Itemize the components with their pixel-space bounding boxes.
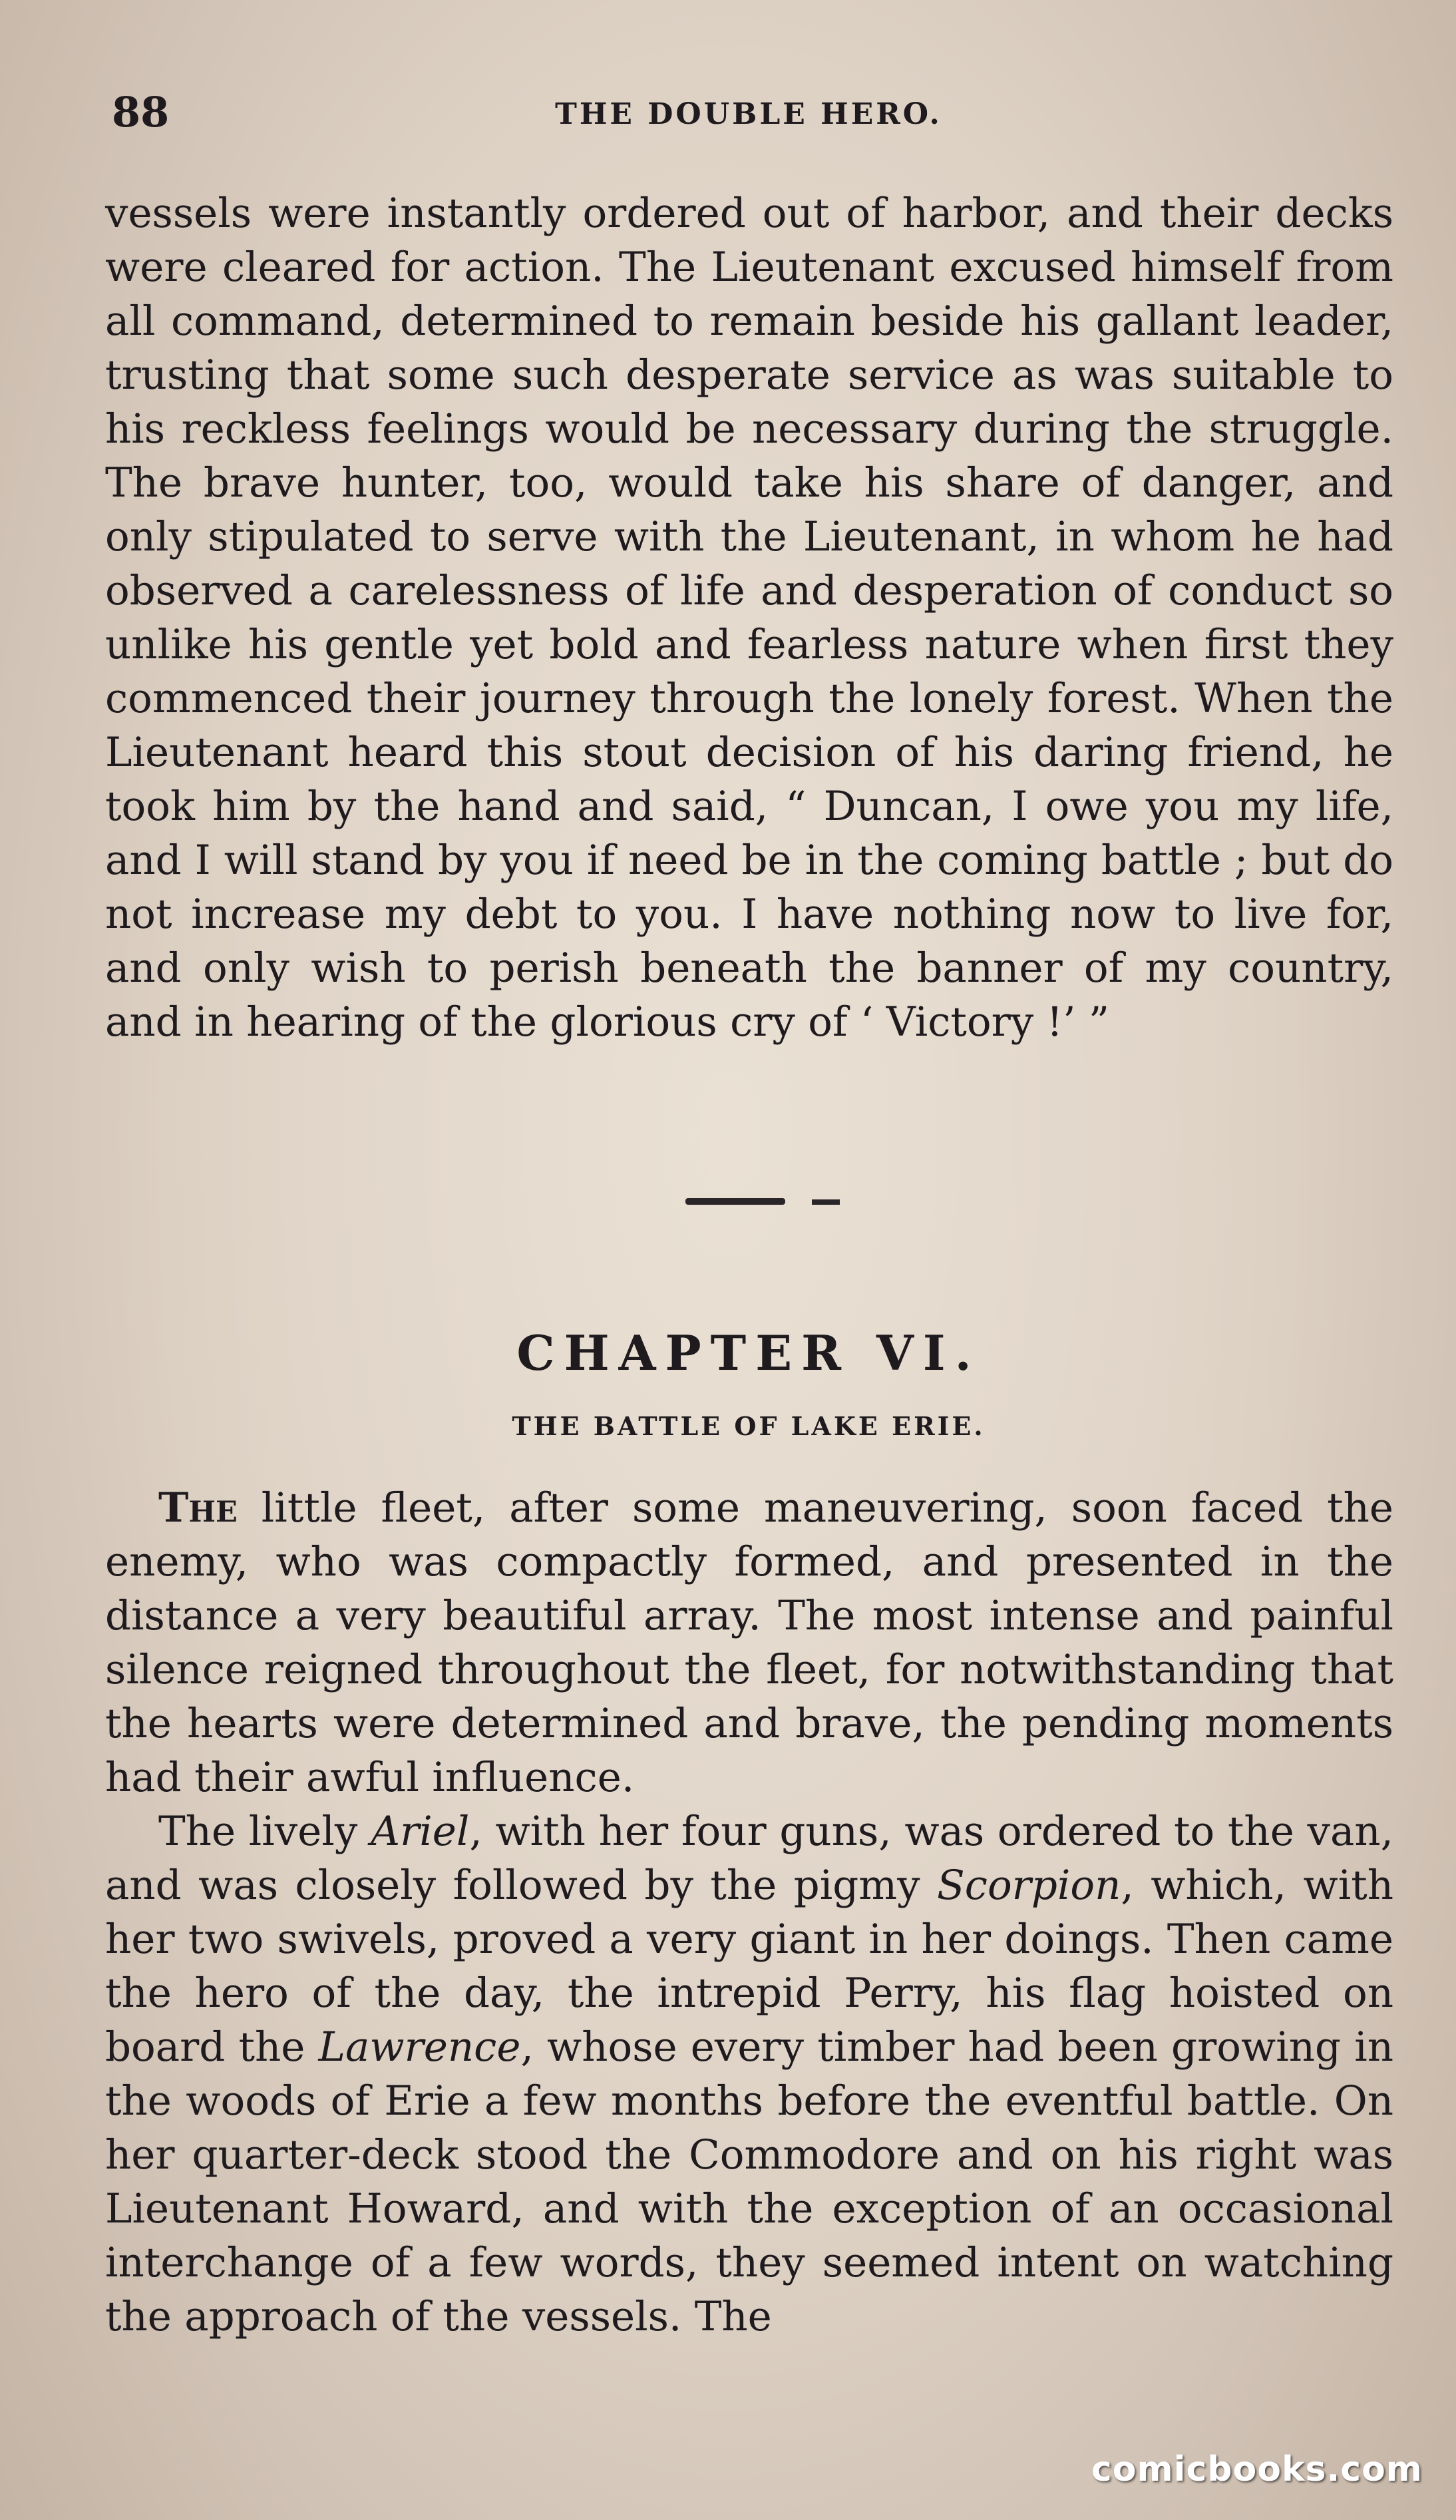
page-header bbox=[106, 88, 1391, 148]
ship-name-lawrence: Lawrence bbox=[318, 2023, 521, 2071]
paragraph-continued: vessels were instantly ordered out of harbor, and their decks were cleared for action. The Lieutenant excused himself from all command, determined to remain beside his gallant leader, trusting that some such desperate service as was suitable to his reckless feelings would be necessary during the struggle. The brave hunter, too, would take his share of danger, and only stipulated to serve with the Lieutenant, in whom he had observed a carelessness of life and desperation of conduct so unlike his gentle yet bold and fearless nature when first they commenced their journey through the lonely forest. When the Lieutenant heard this stout decision of his daring friend, he took him by the hand and said, “ Duncan, I owe you my life, and I will stand by you if need be in the coming battle ; but do not increase my debt to you. I have nothing now to live for, and only wish to perish beneath the banner of my country, and in hearing of the glorious cry of ‘ Victory !’ ” bbox=[105, 190, 1393, 1046]
text-block-chapter bbox=[105, 1481, 1393, 2344]
ship-name-scorpion: Scorpion bbox=[937, 1862, 1121, 1909]
text-block-top bbox=[105, 186, 1393, 1049]
chapter-subtitle: THE BATTLE OF LAKE ERIE. bbox=[512, 1411, 986, 1441]
section-divider-tail bbox=[812, 1199, 840, 1205]
watermark: comicbooks.com bbox=[1091, 2449, 1423, 2489]
ships-text-4: , whose every timber had been growing in the woods of Erie a few months before the eventful battle. On her quarter-deck stood the Commodore and on his right was Lieutenant Howard, and with the exception of an occasional interchange of a few words, they seemed intent on watching the approach of the vessels. The bbox=[105, 2023, 1393, 2340]
ships-text-3: , which, with her two swivels, proved a very giant in her doings. Then came the hero of the day, the intrepid Perry, his flag hoisted on board the bbox=[105, 1862, 1393, 2071]
section-divider bbox=[685, 1198, 785, 1205]
running-head: THE DOUBLE HERO. bbox=[555, 97, 942, 131]
dropcap-word: The bbox=[158, 1484, 238, 1532]
ships-text-2: , with her four guns, was ordered to the van, and was closely followed by the pigmy bbox=[105, 1808, 1393, 1909]
chapter-title: CHAPTER VI. bbox=[516, 1325, 981, 1381]
ship-name-ariel: Ariel bbox=[371, 1808, 470, 1855]
paragraph-ships bbox=[105, 1804, 1393, 2344]
paragraph-opening-text: little fleet, after some maneuvering, soon faced the enemy, who was compactly formed, and presented in the distance a very beautiful array. The most intense and painful silence reigned throughout the fleet, for notwithstanding that the hearts were determined and brave, the pending moments had their awful influence. bbox=[105, 1484, 1393, 1801]
ships-text-1: The lively bbox=[158, 1808, 371, 1855]
page-number: 88 bbox=[112, 88, 170, 136]
paragraph-opening bbox=[105, 1481, 1393, 1804]
